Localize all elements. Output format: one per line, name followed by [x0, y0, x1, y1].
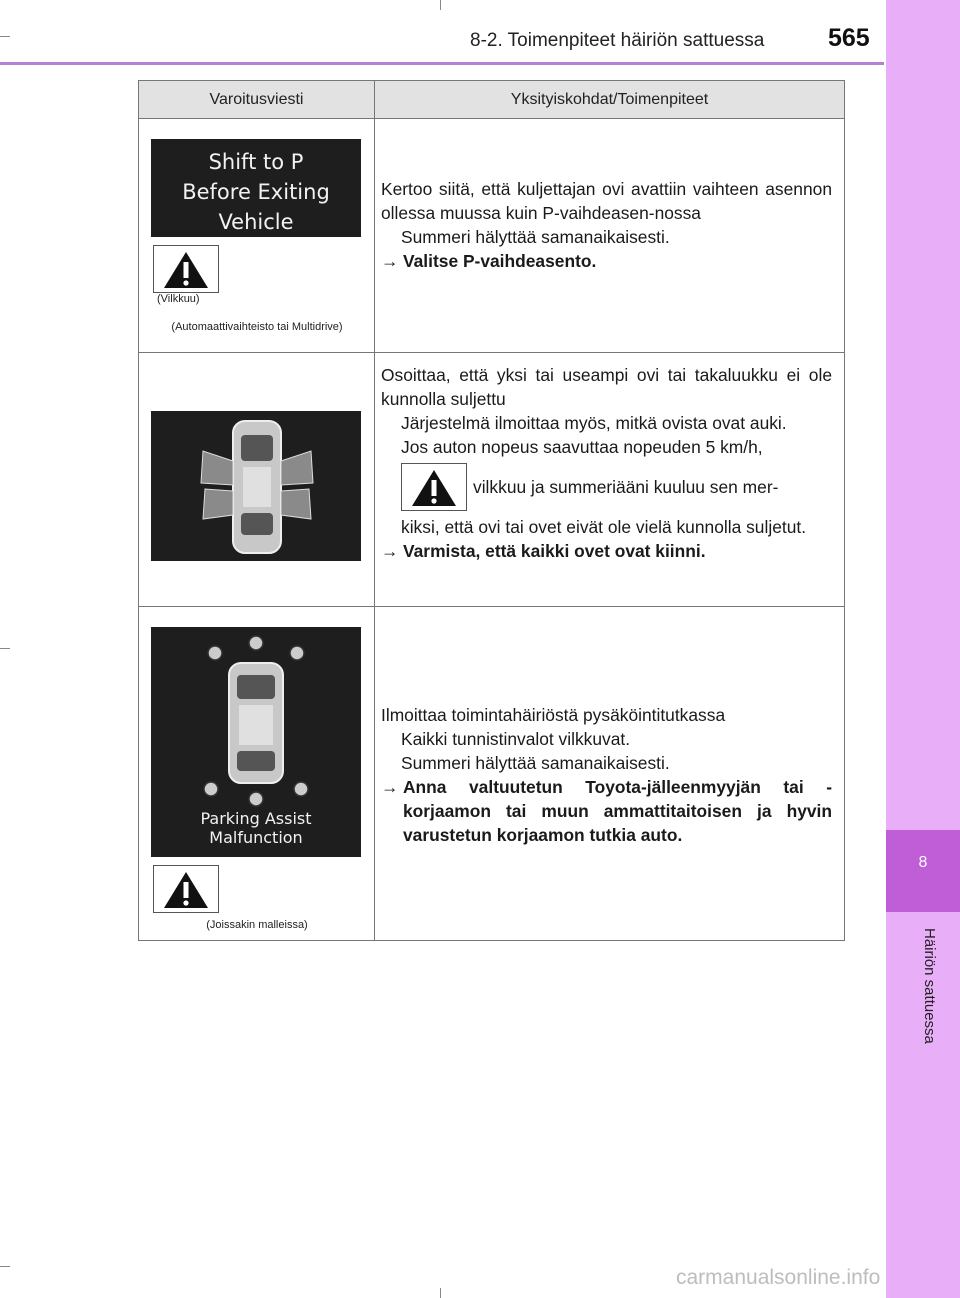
detail: vilkkuu ja summeriääni kuuluu sen mer- [473, 477, 779, 497]
description: Ilmoittaa toimintahäiriöstä pysäköintitutkassa [381, 705, 726, 725]
transmission-caption: (Automaattivaihteisto tai Multidrive) [171, 321, 343, 333]
detail: Summeri hälyttää samanaikaisesti. [401, 227, 670, 247]
warning-visual-cell [139, 119, 375, 353]
shift-to-p-display [151, 139, 361, 237]
watermark: carmanualsonline.info [676, 1266, 881, 1289]
warning-visual-cell [139, 607, 375, 941]
detail: Jos auton nopeus saavuttaa nopeuden 5 km/h, [401, 437, 763, 457]
car-doors-open-icon [151, 411, 361, 561]
details-cell [375, 607, 845, 941]
chapter-number: 8 [918, 854, 928, 871]
arrow-icon: → [381, 251, 399, 271]
section-title: 8-2. Toimenpiteet häiriön sattuessa [470, 30, 765, 51]
chapter-side-tab [886, 0, 960, 1298]
description: Kertoo siitä, että kuljettajan ovi avattiin vaihteen asennon ollessa muussa kuin P-vaihdeasen-nossa [381, 179, 832, 223]
page-header [0, 0, 884, 62]
arrow-icon: → [381, 777, 399, 797]
header-rule [0, 62, 884, 65]
action: Anna valtuutetun Toyota-jälleenmyyjän tai -korjaamon tai muun ammattitaitoisen ja hyvin varustetun korjaamon tutkia auto. [403, 777, 832, 845]
column-header-warning: Varoitusviesti [139, 81, 375, 119]
chapter-label: Häiriön sattuessa [921, 928, 938, 1044]
car-parking-sensors-icon [151, 627, 361, 807]
detail: Summeri hälyttää samanaikaisesti. [401, 753, 670, 773]
arrow-icon: → [381, 541, 399, 561]
detail: kiksi, että ovi tai ovet eivät ole vielä kunnolla suljetut. [401, 517, 807, 537]
page-number: 565 [828, 24, 870, 52]
chapter-number-box [886, 830, 960, 912]
table-row [139, 353, 845, 607]
details-cell [375, 353, 845, 607]
display-line: Shift to P [208, 150, 304, 174]
warning-triangle-icon [153, 865, 219, 913]
model-caption: (Joissakin malleissa) [206, 919, 308, 931]
warning-message-table [138, 80, 845, 941]
warning-visual-cell [139, 353, 375, 607]
table-row [139, 119, 845, 353]
description: Osoittaa, että yksi tai useampi ovi tai takaluukku ei ole kunnolla suljettu [381, 365, 832, 409]
table-row [139, 607, 845, 941]
action: Varmista, että kaikki ovet ovat kiinni. [403, 541, 706, 561]
warning-triangle-icon [401, 463, 467, 511]
detail: Järjestelmä ilmoittaa myös, mitkä ovista ovat auki. [401, 413, 787, 433]
crop-mark [0, 648, 10, 649]
warning-triangle-icon [153, 245, 219, 293]
crop-mark [0, 1266, 10, 1267]
display-line: Malfunction [209, 828, 303, 847]
action: Valitse P-vaihdeasento. [403, 251, 597, 271]
warn-caption: (Vilkkuu) [157, 293, 200, 305]
display-line: Vehicle [218, 210, 294, 234]
detail: Kaikki tunnistinvalot vilkkuvat. [401, 729, 631, 749]
column-header-details: Yksityiskohdat/Toimenpiteet [375, 81, 845, 119]
display-line: Before Exiting [182, 180, 330, 204]
crop-mark [440, 1288, 441, 1298]
display-line: Parking Assist [200, 809, 312, 828]
parking-assist-display [151, 627, 361, 857]
details-cell [375, 119, 845, 353]
table-header-row [139, 81, 845, 119]
